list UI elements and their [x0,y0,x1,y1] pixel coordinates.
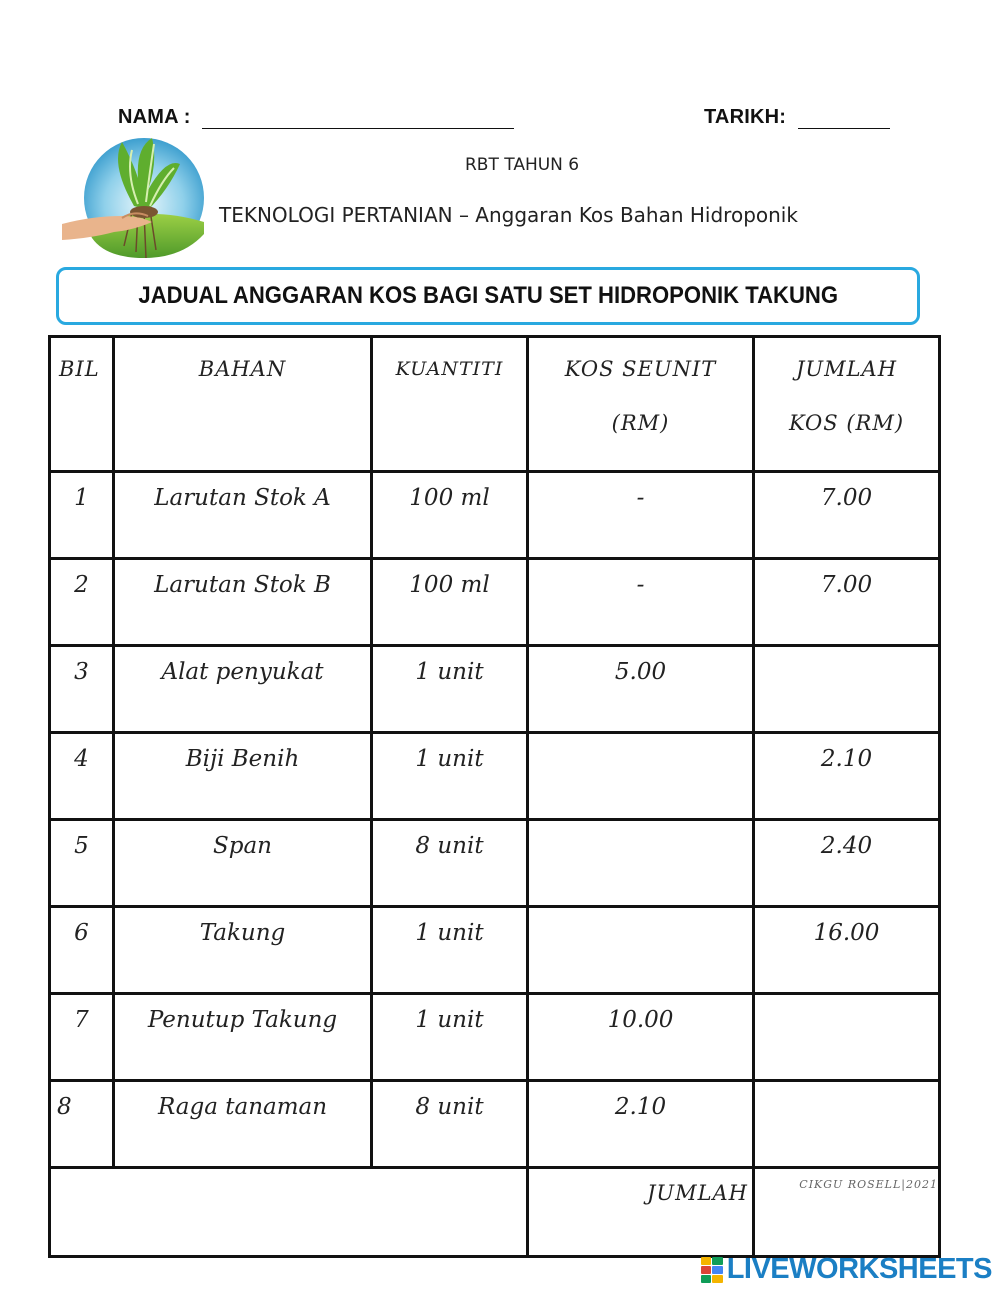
cell-kos-seunit[interactable]: 10.00 [528,994,754,1081]
liveworksheets-brand[interactable] [701,1253,992,1286]
col-jumlah-kos: JUMLAH KOS (RM) [754,337,940,472]
table-row [50,559,940,646]
cell-kuantiti: 1 unit [372,733,528,820]
date-field-row [704,106,890,129]
cell-jumlah[interactable] [754,994,940,1081]
date-input-line[interactable] [798,110,890,129]
name-field-row [118,106,514,129]
cell-bil: 4 [50,733,114,820]
cell-bahan: Span [114,820,372,907]
cell-kos-seunit[interactable] [528,733,754,820]
cell-kuantiti: 100 ml [372,472,528,559]
cell-jumlah[interactable]: 2.40 [754,820,940,907]
cell-kuantiti: 1 unit [372,994,528,1081]
liveworksheets-wordmark: LIVEWORKSHEETS [726,1253,992,1285]
cell-kuantiti: 8 unit [372,1081,528,1168]
table-row [50,820,940,907]
liveworksheets-logo-icon [701,1257,723,1283]
cell-kos-seunit[interactable]: 2.10 [528,1081,754,1168]
cell-kuantiti: 100 ml [372,559,528,646]
cell-jumlah[interactable]: 7.00 [754,559,940,646]
cell-jumlah[interactable]: 16.00 [754,907,940,994]
cell-kuantiti: 1 unit [372,907,528,994]
cell-kos-seunit[interactable]: - [528,472,754,559]
table-header-row [50,337,940,472]
cell-jumlah[interactable] [754,1081,940,1168]
table-title-box [56,267,920,325]
cell-bahan: Takung [114,907,372,994]
cell-kos-seunit[interactable] [528,907,754,994]
topic-title: TEKNOLOGI PERTANIAN – Anggaran Kos Bahan Hidroponik [219,203,798,227]
cell-bahan: Raga tanaman [114,1081,372,1168]
cell-bahan: Penutup Takung [114,994,372,1081]
name-input-line[interactable] [202,110,514,129]
cell-bahan: Biji Benih [114,733,372,820]
table-row [50,1081,940,1168]
cell-jumlah[interactable]: 7.00 [754,472,940,559]
table-row [50,733,940,820]
cost-table [48,335,941,1258]
cell-bahan: Larutan Stok B [114,559,372,646]
col-kos-seunit: KOS SEUNIT (RM) [528,337,754,472]
cell-bil: 5 [50,820,114,907]
table-row [50,646,940,733]
cell-bil: 6 [50,907,114,994]
class-subtitle: RBT TAHUN 6 [465,155,580,175]
table-row [50,907,940,994]
col-bil: BIL [50,337,114,472]
cell-kuantiti: 8 unit [372,820,528,907]
cell-bil: 7 [50,994,114,1081]
cell-kos-seunit[interactable]: - [528,559,754,646]
hydroponic-plant-illustration [62,134,207,262]
credit-text: CIKGU ROSELL|2021 [799,1178,938,1191]
cell-bahan: Larutan Stok A [114,472,372,559]
cell-jumlah[interactable] [754,646,940,733]
cell-bil: 1 [50,472,114,559]
cell-bil: 8 [50,1081,114,1168]
col-kuantiti: KUANTITI [372,337,528,472]
date-label: TARIKH: [704,106,787,128]
cell-jumlah[interactable]: 2.10 [754,733,940,820]
total-empty-cell [50,1168,528,1257]
col-bahan: BAHAN [114,337,372,472]
cell-bahan: Alat penyukat [114,646,372,733]
cell-bil: 2 [50,559,114,646]
table-row [50,472,940,559]
cell-kos-seunit[interactable]: 5.00 [528,646,754,733]
cell-kuantiti: 1 unit [372,646,528,733]
name-label: NAMA : [118,106,191,128]
cell-kos-seunit[interactable] [528,820,754,907]
table-title: JADUAL ANGGARAN KOS BAGI SATU SET HIDROPONIK TAKUNG [138,282,838,309]
table-row [50,994,940,1081]
total-label: JUMLAH [528,1168,754,1257]
cell-bil: 3 [50,646,114,733]
